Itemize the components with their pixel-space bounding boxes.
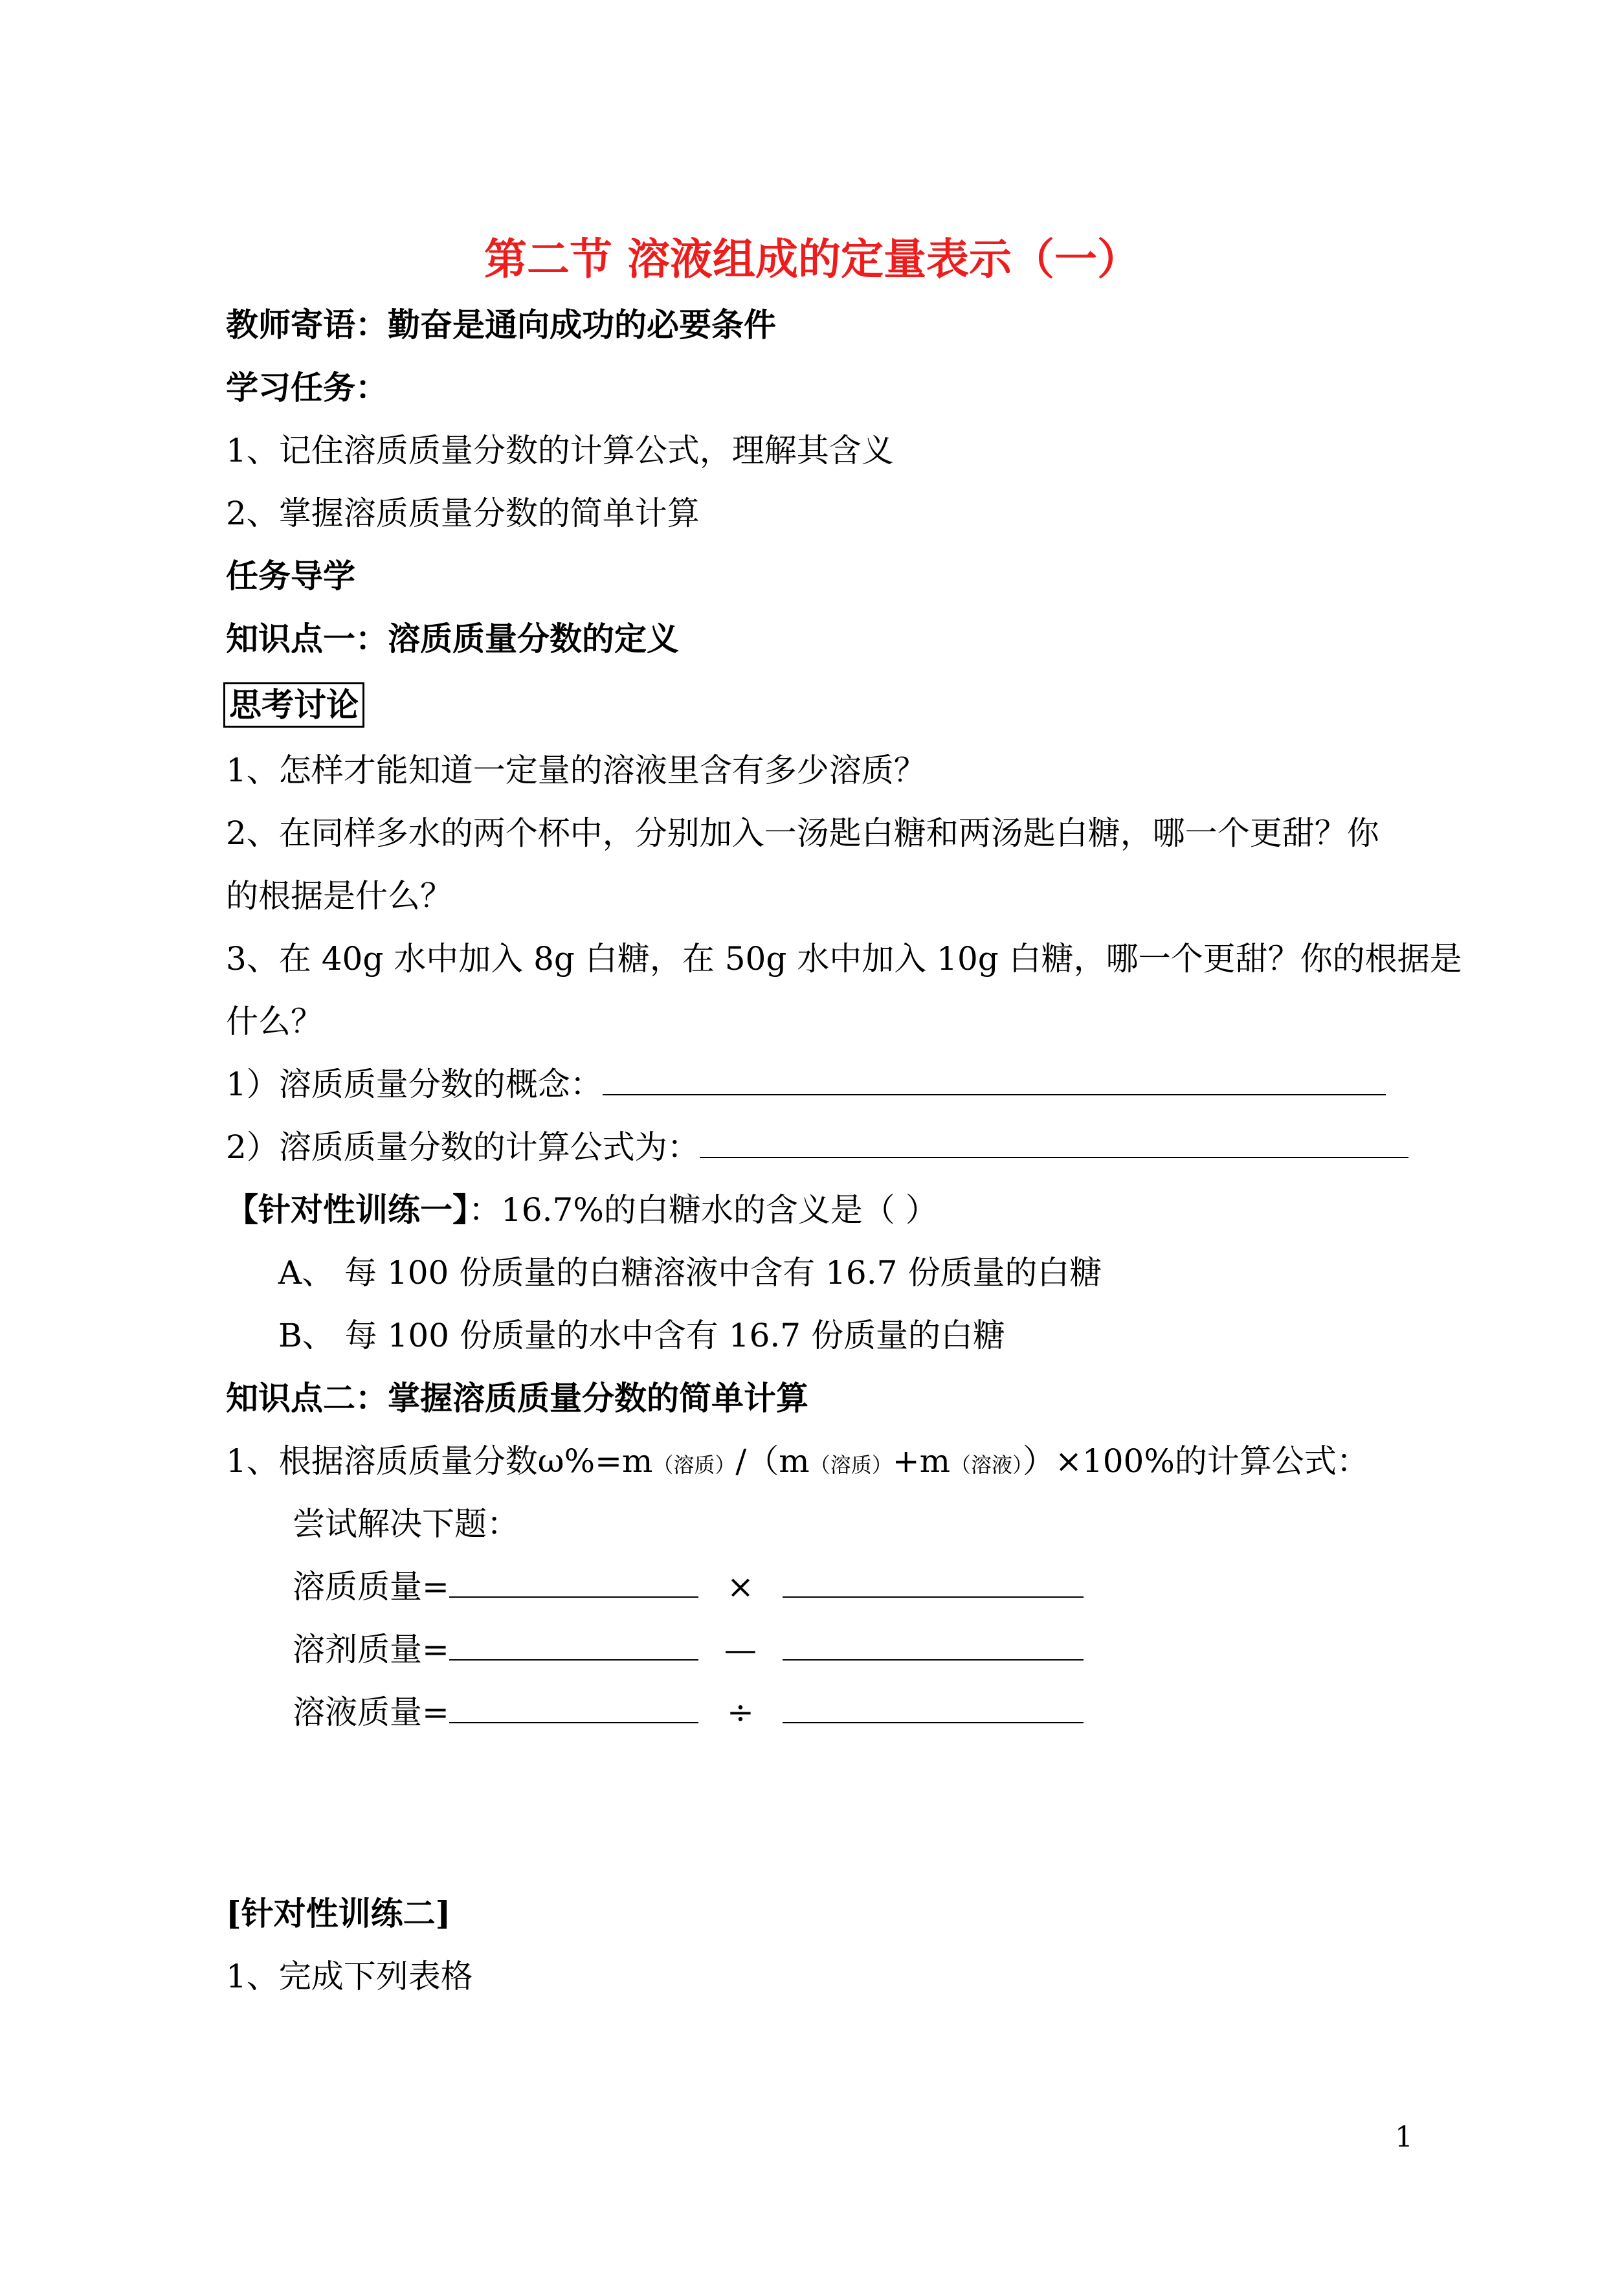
formula-line bbox=[226, 1124, 1408, 1170]
formula-label: 2）溶质质量分数的计算公式为： bbox=[226, 1128, 700, 1166]
calc-blank-left[interactable] bbox=[449, 1571, 698, 1598]
question-2-line-1: 2、在同样多水的两个杯中，分别加入一汤匙白糖和两汤匙白糖，哪一个更甜？你 bbox=[226, 814, 1379, 852]
try-label: 尝试解决下题： bbox=[293, 1505, 519, 1543]
minus-operator: — bbox=[724, 1631, 757, 1668]
multiply-operator: × bbox=[726, 1568, 754, 1605]
formula-part-d: ）×100%的计算公式： bbox=[1023, 1442, 1369, 1480]
task-item-2: 2、掌握溶质质量分数的简单计算 bbox=[226, 495, 700, 532]
option-a[interactable]: A、 每 100 份质量的白糖溶液中含有 16.7 份质量的白糖 bbox=[278, 1254, 1102, 1292]
calc-blank-right[interactable] bbox=[783, 1633, 1084, 1661]
tasks-heading: 学习任务： bbox=[226, 368, 388, 407]
discuss-box bbox=[223, 682, 364, 728]
option-b[interactable]: B、 每 100 份质量的水中含有 16.7 份质量的白糖 bbox=[278, 1317, 1005, 1354]
divide-operator: ÷ bbox=[726, 1694, 754, 1731]
subscript-solute: （溶质） bbox=[652, 1453, 736, 1477]
question-1: 1、怎样才能知道一定量的溶液里含有多少溶质？ bbox=[226, 752, 926, 789]
drill-1-question: ：16.7%的白糖水的含义是（ ） bbox=[469, 1191, 938, 1229]
kp2-formula bbox=[226, 1438, 1369, 1488]
formula-part-b: /（m bbox=[735, 1442, 810, 1480]
formula-blank[interactable] bbox=[700, 1131, 1408, 1158]
question-3-line-1: 3、在 40g 水中加入 8g 白糖，在 50g 水中加入 10g 白糖，哪一个更甜？你的根据是 bbox=[226, 940, 1462, 978]
calc-blank-left[interactable] bbox=[449, 1696, 698, 1723]
page-title: 第二节 溶液组成的定量表示（一） bbox=[484, 234, 1140, 284]
concept-line bbox=[226, 1062, 1386, 1107]
kp1-heading: 知识点一：溶质质量分数的定义 bbox=[226, 620, 679, 658]
discuss-label: 思考讨论 bbox=[223, 682, 364, 728]
question-2-line-2: 的根据是什么？ bbox=[226, 877, 452, 915]
drill-2-heading: [针对性训练二] bbox=[226, 1894, 451, 1932]
calc-row-solute bbox=[293, 1564, 1084, 1609]
calc-row-label: 溶质质量= bbox=[293, 1568, 449, 1605]
calc-row-label: 溶剂质量= bbox=[293, 1631, 449, 1668]
drill-1 bbox=[226, 1187, 938, 1233]
calc-row-label: 溶液质量= bbox=[293, 1694, 449, 1731]
question-3-line-2: 什么？ bbox=[226, 1003, 323, 1040]
subscript-solute-2: （溶质） bbox=[809, 1453, 893, 1477]
calc-row-solution bbox=[293, 1690, 1084, 1735]
drill-2-item-1: 1、完成下列表格 bbox=[226, 1958, 473, 1995]
guide-heading: 任务导学 bbox=[226, 557, 355, 595]
concept-blank[interactable] bbox=[603, 1068, 1386, 1095]
calc-blank-left[interactable] bbox=[449, 1633, 698, 1661]
teacher-motto: 教师寄语：勤奋是通向成功的必要条件 bbox=[226, 306, 776, 344]
task-item-1: 1、记住溶质质量分数的计算公式，理解其含义 bbox=[226, 432, 894, 469]
kp2-heading: 知识点二：掌握溶质质量分数的简单计算 bbox=[226, 1379, 808, 1417]
formula-part-a: 1、根据溶质质量分数ω%=m bbox=[226, 1442, 653, 1480]
calc-row-solvent bbox=[293, 1627, 1084, 1672]
subscript-solution: （溶液） bbox=[950, 1453, 1023, 1477]
concept-label: 1）溶质质量分数的概念： bbox=[226, 1066, 603, 1103]
calc-blank-right[interactable] bbox=[783, 1571, 1084, 1598]
drill-1-label: 【针对性训练一】 bbox=[226, 1191, 469, 1229]
page-number: 1 bbox=[1395, 2121, 1413, 2154]
formula-part-c: +m bbox=[892, 1442, 951, 1480]
calc-blank-right[interactable] bbox=[783, 1696, 1084, 1723]
